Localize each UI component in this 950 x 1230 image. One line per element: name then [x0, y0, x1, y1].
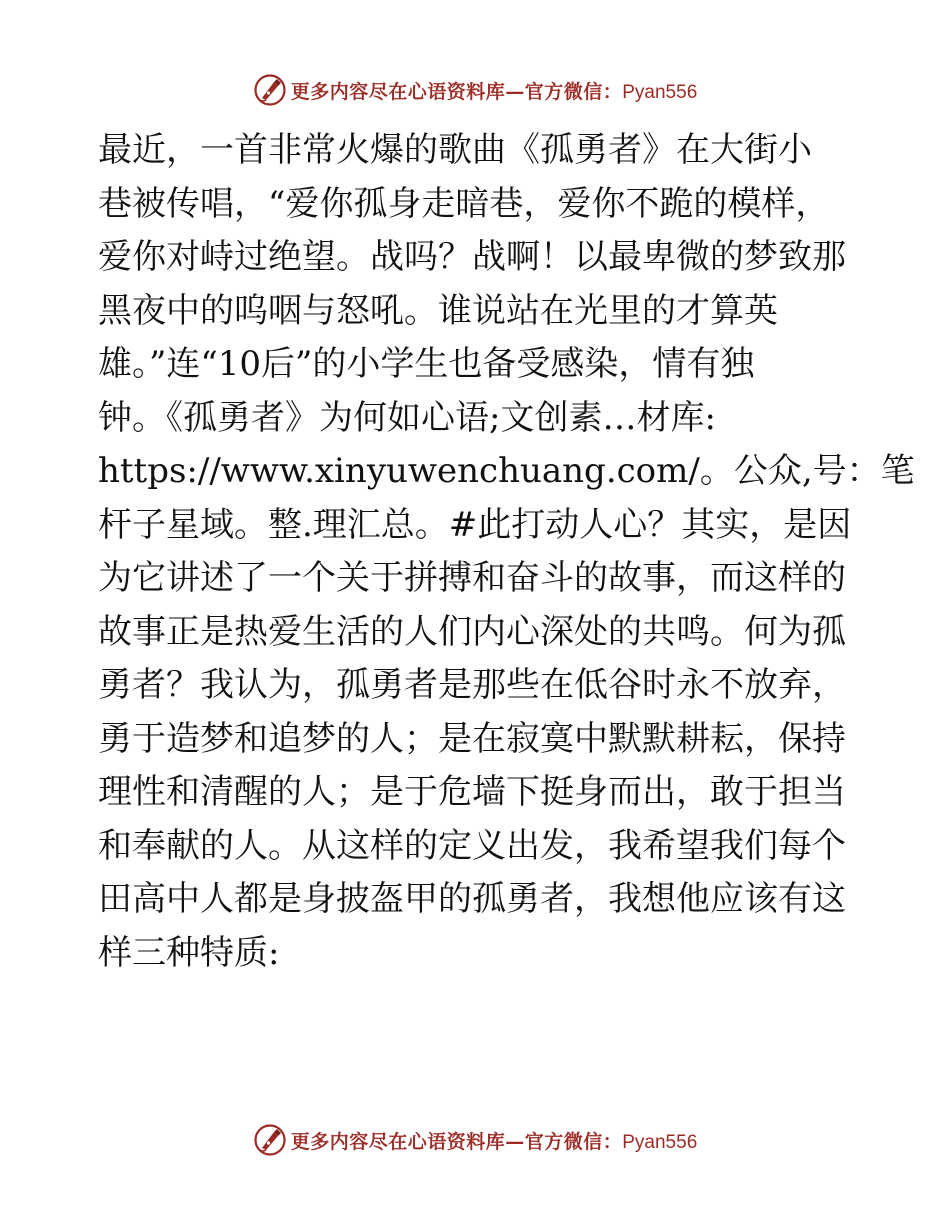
- body-line: 勇于造梦和追梦的人；是在寂寞中默默耕耘，保持: [98, 718, 846, 759]
- header-banner: [0, 70, 950, 110]
- body-line: 故事正是热爱生活的人们内心深处的共鸣。何为孤: [98, 611, 846, 652]
- body-line: 田高中人都是身披盔甲的孤勇者，我想他应该有这: [98, 879, 846, 919]
- body-line: 爱你对峙过绝望。战吗？战啊！以最卑微的梦致那: [98, 237, 846, 277]
- body-line: 理性和清醒的人；是于危墙下挺身而出，敢于担当: [98, 772, 846, 812]
- pen-nib-logo-icon: [253, 73, 287, 107]
- body-line: 样三种特质:: [98, 932, 280, 973]
- body-line: 雄。”连“10后”的小学生也备受感染，情有独: [98, 344, 755, 384]
- body-line: 和奉献的人。从这样的定义出发，我希望我们每个: [98, 825, 846, 866]
- header-banner-text: 更多内容尽在心语资料库—官方微信：Pyan556: [290, 80, 698, 103]
- body-line: 勇者？我认为，孤勇者是那些在低谷时永不放弃，: [98, 665, 846, 705]
- body-line: 最近，一首非常火爆的歌曲《孤勇者》在大街小: [98, 130, 812, 170]
- footer-banner-text: 更多内容尽在心语资料库—官方微信：Pyan556: [290, 1130, 698, 1153]
- pen-nib-logo-icon: [253, 1123, 287, 1157]
- document-body: [98, 124, 915, 980]
- header-wechat-handle: Pyan556: [622, 81, 698, 103]
- body-line: 黑夜中的呜咽与怒吼。谁说站在光里的才算英: [98, 290, 778, 331]
- body-line: 杆子星域。整.理汇总。#此打动人心？其实，是因: [98, 504, 852, 545]
- footer-wechat-handle: Pyan556: [622, 1131, 698, 1153]
- body-line-url: https://www.xinyuwenchuang.com/。公众,号：笔: [98, 451, 915, 491]
- footer-banner: [0, 1120, 950, 1160]
- body-line: 巷被传唱，“爱你孤身走暗巷，爱你不跪的模样，: [98, 183, 830, 224]
- body-line: 为它讲述了一个关于拼搏和奋斗的故事，而这样的: [98, 558, 846, 598]
- body-line: 钟。《孤勇者》为何如心语;文创素…材库:: [98, 397, 716, 438]
